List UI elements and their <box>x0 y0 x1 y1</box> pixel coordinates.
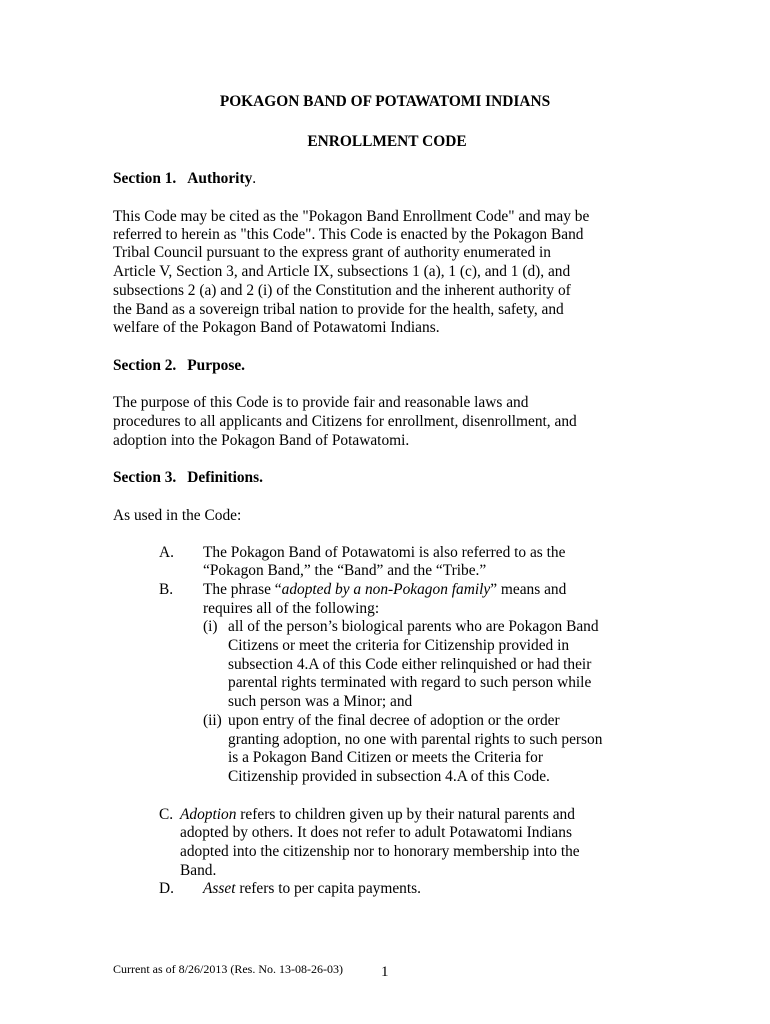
section-1-number: Section 1. <box>113 170 177 187</box>
document-title: POKAGON BAND OF POTAWATOMI INDIANS <box>219 93 551 110</box>
item-d-line <box>203 879 421 898</box>
section-1-heading <box>113 169 256 188</box>
page-number: 1 <box>381 964 389 980</box>
sub-i-line: all of the person’s biological parents who are Pokagon Band <box>228 618 599 635</box>
item-a-line: The Pokagon Band of Potawatomi is also referred to as the <box>203 544 566 561</box>
item-c-line: adopted into the citizenship nor to honorary membership into the <box>180 843 580 860</box>
item-a-line: “Pokagon Band,” the “Band” and the “Tribe.” <box>203 562 487 579</box>
item-c-line-1 <box>180 805 575 824</box>
section-1-line: Article V, Section 3, and Article IX, subsections 1 (a), 1 (c), and 1 (d), and <box>113 263 571 280</box>
section-3-intro: As used in the Code: <box>113 507 242 524</box>
section-2-heading <box>113 356 245 375</box>
section-1-line: This Code may be cited as the "Pokagon Band Enrollment Code" and may be <box>113 208 590 225</box>
section-1-period: . <box>252 170 257 187</box>
section-3-number: Section 3. <box>113 469 177 486</box>
item-c-defined-term: Adoption <box>180 806 237 823</box>
sub-ii-line: granting adoption, no one with parental rights to such person <box>228 731 603 748</box>
section-1-line: welfare of the Pokagon Band of Potawatomi Indians. <box>113 319 440 336</box>
item-d-rest: refers to per capita payments. <box>235 880 421 897</box>
section-2-title: Purpose. <box>187 357 245 374</box>
sub-i-line: subsection 4.A of this Code either relinquished or had their <box>228 656 592 673</box>
section-2-number: Section 2. <box>113 357 177 374</box>
sub-i-line: Citizens or meet the criteria for Citizenship provided in <box>228 637 570 654</box>
section-1-title: Authority <box>187 170 253 187</box>
item-b-label: B. <box>159 581 174 598</box>
item-c-rest: refers to children given up by their natural parents and <box>236 806 575 823</box>
sub-ii-line: Citizenship provided in subsection 4.A of this Code. <box>228 768 550 785</box>
sub-ii-line: upon entry of the final decree of adoption or the order <box>228 712 560 729</box>
item-d-defined-term: Asset <box>203 880 236 897</box>
item-b-post: ” means and <box>490 581 567 598</box>
footer-revision-note: Current as of 8/26/2013 (Res. No. 13-08-26-03) <box>113 962 343 976</box>
item-b-line-2: requires all of the following: <box>203 600 380 617</box>
sub-i-line: parental rights terminated with regard to such person while <box>228 674 592 691</box>
section-1-line: subsections 2 (a) and 2 (i) of the Constitution and the inherent authority of <box>113 282 571 299</box>
item-b-pre: The phrase “ <box>203 581 282 598</box>
section-2-line: The purpose of this Code is to provide fair and reasonable laws and <box>113 394 529 411</box>
sub-i-line: such person was a Minor; and <box>228 693 413 710</box>
section-1-line: Tribal Council pursuant to the express grant of authority enumerated in <box>113 244 551 261</box>
section-2-line: procedures to all applicants and Citizens for enrollment, disenrollment, and <box>113 413 577 430</box>
section-1-line: referred to herein as "this Code". This Code is enacted by the Pokagon Band <box>113 226 584 243</box>
sub-ii-label: (ii) <box>203 712 222 729</box>
section-3-title: Definitions. <box>187 469 263 486</box>
section-3-heading <box>113 468 263 487</box>
item-b-defined-term: adopted by a non-Pokagon family <box>281 581 491 598</box>
item-c-label: C. <box>159 806 174 823</box>
item-d-label: D. <box>159 880 174 897</box>
item-c-line: adopted by others. It does not refer to adult Potawatomi Indians <box>180 824 572 841</box>
item-b-line-1 <box>203 580 566 599</box>
item-a-label: A. <box>159 544 174 561</box>
sub-i-label: (i) <box>203 618 218 635</box>
sub-ii-line: is a Pokagon Band Citizen or meets the Criteria for <box>228 749 544 766</box>
item-c-line: Band. <box>180 862 217 879</box>
section-2-line: adoption into the Pokagon Band of Potawatomi. <box>113 432 410 449</box>
document-subtitle: ENROLLMENT CODE <box>307 133 467 150</box>
section-1-line: the Band as a sovereign tribal nation to provide for the health, safety, and <box>113 301 564 318</box>
